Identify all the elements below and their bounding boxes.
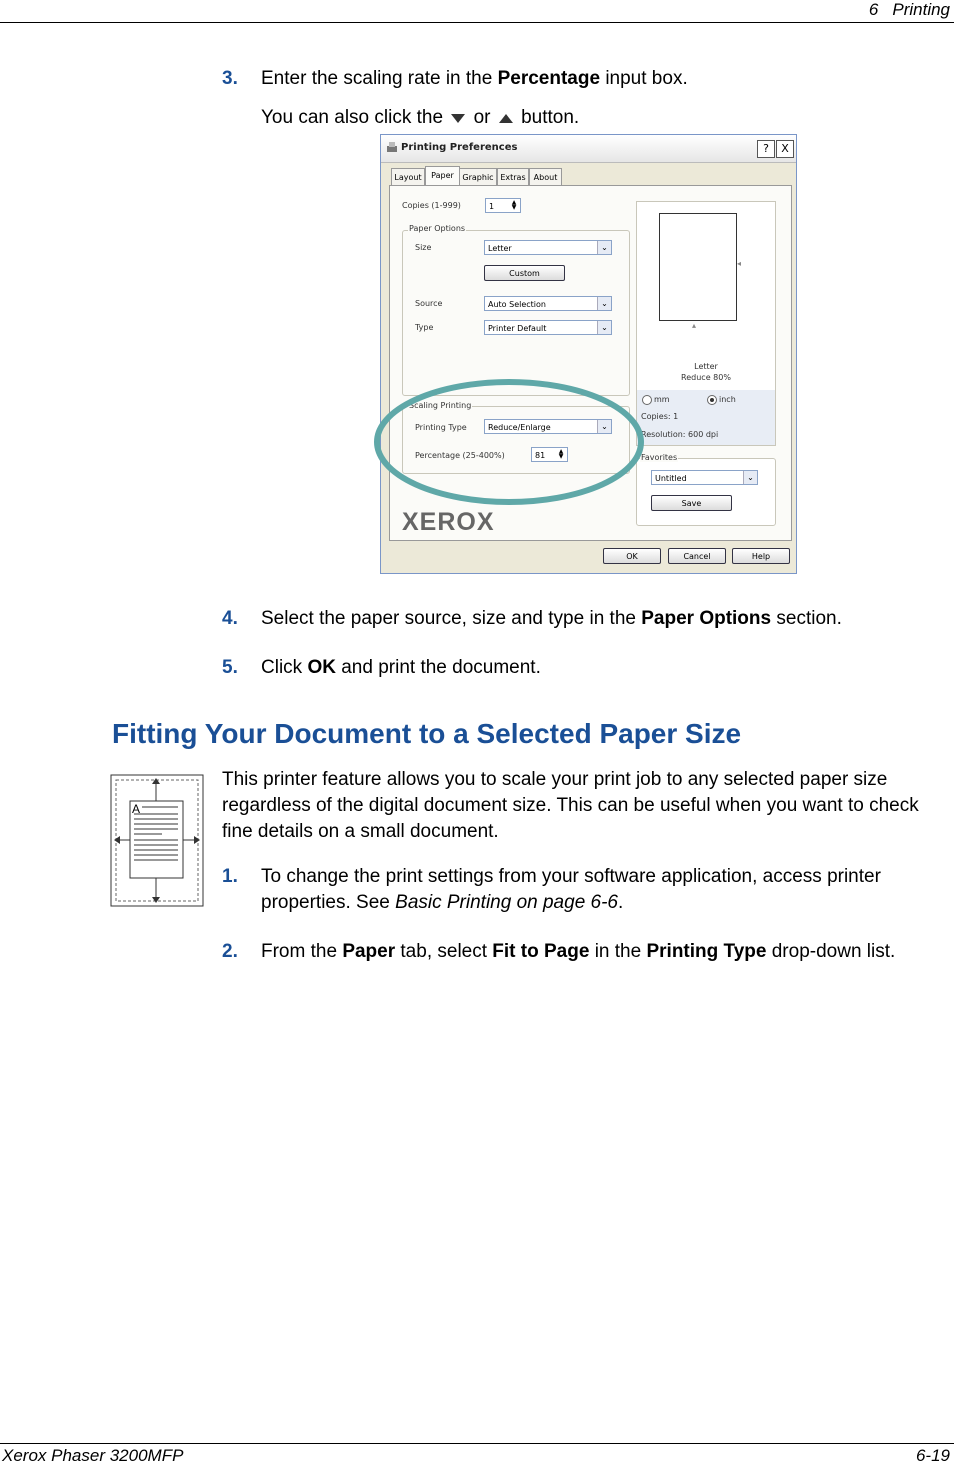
header-rule [0,22,954,23]
size-label: Size [415,243,432,252]
step-2-text: From the Paper tab, select Fit to Page in the Printing Type drop-down list. [261,941,896,962]
intro-paragraph: This printer feature allows you to scale your print job to any selected paper size regardless of the digital document size. This can be useful when you want to check fine details on a small document. [222,769,919,842]
section-heading: Fitting Your Document to a Selected Paper Size [112,718,742,749]
fit-to-page-icon [110,774,205,908]
xerox-logo: XEROX [402,508,495,536]
preview-info-area [637,390,775,445]
source-select[interactable]: Auto Selection ⌄ [484,296,612,311]
step-1-text: To change the print settings from your software application, access printer properties. See Basic Printing on page 6-6. [261,866,881,913]
printing-type-label: Printing Type [415,423,467,432]
custom-button[interactable]: Custom [484,265,565,281]
copies-spinner-icon[interactable]: ▲ ▼ [511,199,517,211]
highlight-ellipse [370,376,655,516]
printing-type-select[interactable]: Reduce/Enlarge ⌄ [484,419,612,434]
close-button[interactable]: X [776,140,794,158]
tab-layout[interactable]: Layout [391,168,425,187]
help-title-button[interactable]: ? [757,140,775,158]
preview-paper-label: Letter [694,362,718,371]
save-button[interactable]: Save [651,495,732,511]
copies-info: Copies: 1 [641,412,679,421]
printer-icon [386,141,398,155]
page-header [855,0,950,20]
chevron-down-icon: ⌄ [597,297,611,310]
cancel-button[interactable]: Cancel [668,548,726,564]
radio-selected-dot [710,398,714,402]
favorites-select[interactable]: Untitled ⌄ [651,470,758,485]
inch-label: inch [719,395,736,404]
favorites-group [636,458,776,526]
mm-label: mm [654,395,670,404]
preview-box [636,201,776,446]
size-select[interactable]: Letter ⌄ [484,240,612,255]
resolution-info: Resolution: 600 dpi [641,430,719,439]
percentage-label: Percentage (25-400%) [415,451,505,460]
tab-about[interactable]: About [529,168,562,187]
preview-bottom-marker-icon: ▴ [692,321,697,330]
tab-paper[interactable]: Paper [425,166,460,187]
tab-graphic[interactable]: Graphic [459,168,497,187]
type-label: Type [415,323,434,332]
highlight-ring [377,382,641,502]
help-button[interactable]: Help [732,548,790,564]
footer-product: Xerox Phaser 3200MFP [2,1446,184,1465]
chevron-down-icon: ⌄ [597,241,611,254]
inch-radio[interactable] [707,395,717,405]
down-arrow-icon [448,111,468,125]
step-4-text: Select the paper source, size and type in the Paper Options section. [261,608,842,629]
preview-side-marker-icon: ◂ [737,259,742,268]
step-5-text: Click OK and print the document. [261,657,541,678]
tab-extras[interactable]: Extras [497,168,529,187]
chapter-title: Printing [892,0,950,19]
ok-button[interactable]: OK [603,548,661,564]
step-5-number: 5. [222,657,238,678]
copies-label: Copies (1-999) [402,201,461,210]
fit-icon-letter: A [132,802,141,816]
chevron-down-icon: ⌄ [743,471,757,484]
preview-page-image [659,213,737,321]
dialog-title: Printing Preferences [401,142,518,153]
paper-options-label: Paper Options [409,224,466,233]
type-select[interactable]: Printer Default ⌄ [484,320,612,335]
dialog-titlebar [381,135,796,163]
percentage-input[interactable]: 81 ▲ ▼ [531,447,568,462]
percentage-spinner-icon[interactable]: ▲ ▼ [558,448,564,460]
footer-rule [0,1443,954,1444]
step-3-text: Enter the scaling rate in the Percentage input box. [261,68,688,89]
up-arrow-icon [496,111,516,125]
also-click-text: You can also click the or button. [261,107,580,128]
copies-input[interactable]: 1 ▲ ▼ [485,198,521,213]
source-label: Source [415,299,443,308]
favorites-label: Favorites [641,453,678,462]
chevron-down-icon: ⌄ [597,420,611,433]
preview-reduce-label: Reduce 80% [681,373,731,382]
chapter-number: 6 [868,0,879,19]
step-2-number: 2. [222,941,238,962]
step-1-number: 1. [222,866,238,887]
step-3-number: 3. [222,68,238,89]
scaling-printing-label: Scaling Printing [409,401,472,410]
footer-page-number: 6-19 [915,1446,950,1465]
chevron-down-icon: ⌄ [597,321,611,334]
step-4-number: 4. [222,608,238,629]
